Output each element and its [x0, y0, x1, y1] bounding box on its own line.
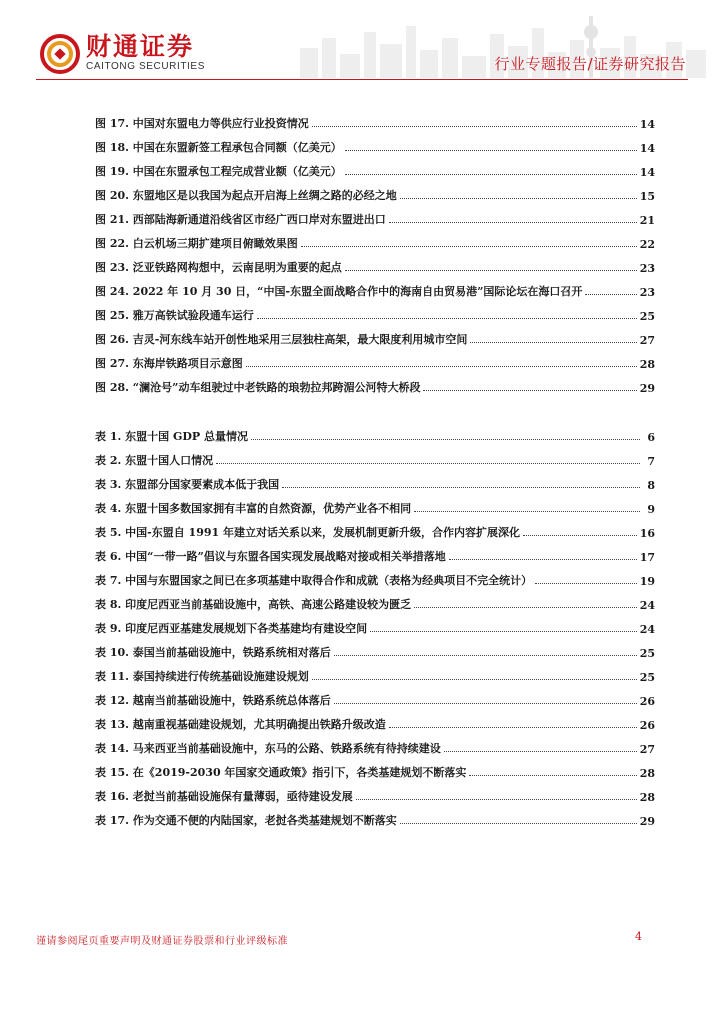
toc-entry[interactable] [95, 786, 655, 804]
dot-leader [312, 679, 637, 680]
toc-entry-page: 28 [639, 358, 655, 371]
toc-entry-page: 23 [639, 286, 655, 299]
toc-entry-label: 表 8. 印度尼西亚当前基础设施中，高铁、高速公路建设较为匮乏 [95, 598, 412, 611]
header-divider [36, 79, 688, 80]
dot-leader [334, 655, 637, 656]
toc-entry-label: 图 19. 中国在东盟承包工程完成营业额（亿美元） [95, 165, 342, 178]
toc-entry[interactable] [95, 377, 655, 395]
dot-leader [585, 294, 636, 295]
toc-entry-page: 14 [639, 166, 655, 179]
toc-entry-label: 表 3. 东盟部分国家要素成本低于我国 [95, 478, 280, 491]
toc-entry-page: 19 [639, 575, 655, 588]
dot-leader [257, 318, 637, 319]
toc-entry-label: 图 24. 2022 年 10 月 30 日，“中国-东盟全面战略合作中的海南自由贸易港”国际论坛在海口召开 [95, 285, 583, 298]
toc-entry[interactable] [95, 738, 655, 756]
toc-entry-page: 15 [639, 190, 655, 203]
toc-entry-label: 图 23. 泛亚铁路网构想中，云南昆明为重要的起点 [95, 261, 342, 274]
dot-leader [535, 583, 637, 584]
dot-leader [444, 751, 637, 752]
toc-entry-page: 8 [647, 479, 655, 492]
toc-entry[interactable] [95, 305, 655, 323]
report-type: 行业专题报告/证券研究报告 [494, 55, 686, 73]
dot-leader [345, 270, 637, 271]
toc-entry-label: 表 11. 泰国持续进行传统基础设施建设规划 [95, 670, 309, 683]
toc-entry-page: 25 [639, 310, 655, 323]
toc-entry-label: 图 26. 吉灵-河东线车站开创性地采用三层独柱高架，最大限度利用城市空间 [95, 333, 468, 346]
dot-leader [470, 342, 636, 343]
toc-entry-page: 9 [647, 503, 655, 516]
toc-entry[interactable] [95, 474, 655, 492]
toc-entry[interactable] [95, 233, 655, 251]
dot-leader [356, 799, 637, 800]
dot-leader [523, 535, 637, 536]
toc-entry[interactable] [95, 498, 655, 516]
toc-entry-label: 表 1. 东盟十国 GDP 总量情况 [95, 430, 249, 443]
toc-entry-label: 表 10. 泰国当前基础设施中，铁路系统相对落后 [95, 646, 331, 659]
brand-name-cn: 财通证券 [86, 32, 195, 61]
page-number: 4 [635, 930, 642, 943]
toc-entry-label: 表 15. 在《2019-2030 年国家交通政策》指引下，各类基建规划不断落实 [95, 766, 467, 779]
toc-entry-label: 图 25. 雅万高铁试验段通车运行 [95, 309, 254, 322]
dot-leader [251, 439, 640, 440]
toc-entry-page: 24 [639, 599, 655, 612]
toc-entry-page: 22 [639, 238, 655, 251]
toc-entry[interactable] [95, 618, 655, 636]
toc-entry-label: 图 21. 西部陆海新通道沿线省区市经广西口岸对东盟进出口 [95, 213, 386, 226]
brand [86, 34, 205, 72]
dot-leader [246, 366, 637, 367]
toc-entry-label: 表 9. 印度尼西亚基建发展规划下各类基建均有建设空间 [95, 622, 368, 635]
toc-entry-page: 27 [639, 334, 655, 347]
toc-entry[interactable] [95, 209, 655, 227]
toc-entry-page: 24 [639, 623, 655, 636]
toc-entry-label: 图 17. 中国对东盟电力等供应行业投资情况 [95, 117, 309, 130]
toc-entry[interactable] [95, 714, 655, 732]
toc-entry-page: 27 [639, 743, 655, 756]
toc-entry-page: 26 [639, 719, 655, 732]
toc-entry-label: 表 16. 老挝当前基础设施保有量薄弱，亟待建设发展 [95, 790, 353, 803]
toc-entry[interactable] [95, 329, 655, 347]
caitong-logo-icon [40, 34, 80, 74]
toc-entry[interactable] [95, 185, 655, 203]
dot-leader [345, 150, 637, 151]
toc-entry-label: 图 28. “澜沧号”动车组驶过中老铁路的琅勃拉邦跨湄公河特大桥段 [95, 381, 421, 394]
toc-entry-label: 表 4. 东盟十国多数国家拥有丰富的自然资源，优势产业各不相同 [95, 502, 412, 515]
toc-entry-label: 图 20. 东盟地区是以我国为起点开启海上丝绸之路的必经之地 [95, 189, 397, 202]
toc-entry-page: 28 [639, 767, 655, 780]
toc-entry[interactable] [95, 762, 655, 780]
toc-entry[interactable] [95, 666, 655, 684]
dot-leader [423, 390, 636, 391]
toc-entry[interactable] [95, 810, 655, 828]
toc-entry-label: 表 6. 中国“一带一路”倡议与东盟各国实现发展战略对接或相关举措落地 [95, 550, 446, 563]
dot-leader [282, 487, 640, 488]
toc-entry-page: 16 [639, 527, 655, 540]
dot-leader [389, 222, 637, 223]
toc-entry-page: 26 [639, 695, 655, 708]
dot-leader [414, 511, 640, 512]
toc-entry-label: 图 18. 中国在东盟新签工程承包合同额（亿美元） [95, 141, 342, 154]
toc-entry[interactable] [95, 113, 655, 131]
toc-entry[interactable] [95, 690, 655, 708]
toc-entry[interactable] [95, 161, 655, 179]
dot-leader [400, 823, 637, 824]
toc-entry-label: 表 13. 越南重视基础建设规划，尤其明确提出铁路升级改造 [95, 718, 386, 731]
toc-entry[interactable] [95, 522, 655, 540]
footer-disclaimer: 谨请参阅尾页重要声明及财通证券股票和行业评级标准 [36, 936, 288, 947]
toc-entry[interactable] [95, 353, 655, 371]
toc-entry[interactable] [95, 281, 655, 299]
toc-entry-label: 图 22. 白云机场三期扩建项目俯瞰效果图 [95, 237, 298, 250]
toc-entry-label: 表 17. 作为交通不便的内陆国家，老挝各类基建规划不断落实 [95, 814, 397, 827]
dot-leader [301, 246, 637, 247]
dot-leader [312, 126, 637, 127]
toc-entry-page: 29 [639, 815, 655, 828]
toc-entry-label: 图 27. 东海岸铁路项目示意图 [95, 357, 243, 370]
dot-leader [469, 775, 636, 776]
dot-leader [400, 198, 637, 199]
toc-entry-page: 21 [639, 214, 655, 227]
dot-leader [414, 607, 637, 608]
toc-entry-page: 6 [647, 431, 655, 444]
toc-entry-label: 表 5. 中国-东盟自 1991 年建立对话关系以来，发展机制更新升级，合作内容扩展深化 [95, 526, 520, 539]
toc-entry-page: 14 [639, 118, 655, 131]
toc-entry-page: 17 [639, 551, 655, 564]
toc-entry[interactable] [95, 594, 655, 612]
dot-leader [370, 631, 637, 632]
brand-name-en: CAITONG SECURITIES [86, 61, 205, 72]
dot-leader [334, 703, 637, 704]
toc-entry[interactable] [95, 546, 655, 564]
toc-entry[interactable] [95, 450, 655, 468]
toc-entry[interactable] [95, 642, 655, 660]
toc-entry-page: 29 [639, 382, 655, 395]
page-header [0, 0, 724, 86]
toc-entry-page: 25 [639, 671, 655, 684]
dot-leader [449, 559, 637, 560]
toc-entry[interactable] [95, 257, 655, 275]
dot-leader [345, 174, 637, 175]
toc-entry-page: 23 [639, 262, 655, 275]
toc-entry-label: 表 12. 越南当前基础设施中，铁路系统总体落后 [95, 694, 331, 707]
toc-entry-label: 表 2. 东盟十国人口情况 [95, 454, 214, 467]
toc-entry[interactable] [95, 137, 655, 155]
dot-leader [216, 463, 640, 464]
toc-entry-page: 7 [647, 455, 655, 468]
toc-entry-page: 25 [639, 647, 655, 660]
toc-entry[interactable] [95, 570, 655, 588]
toc-entry-label: 表 7. 中国与东盟国家之间已在多项基建中取得合作和成就（表格为经典项目不完全统计） [95, 574, 533, 587]
toc-entry[interactable] [95, 426, 655, 444]
toc-entry-page: 28 [639, 791, 655, 804]
toc-entry-label: 表 14. 马来西亚当前基础设施中，东马的公路、铁路系统有待持续建设 [95, 742, 441, 755]
toc-entry-page: 14 [639, 142, 655, 155]
dot-leader [389, 727, 637, 728]
